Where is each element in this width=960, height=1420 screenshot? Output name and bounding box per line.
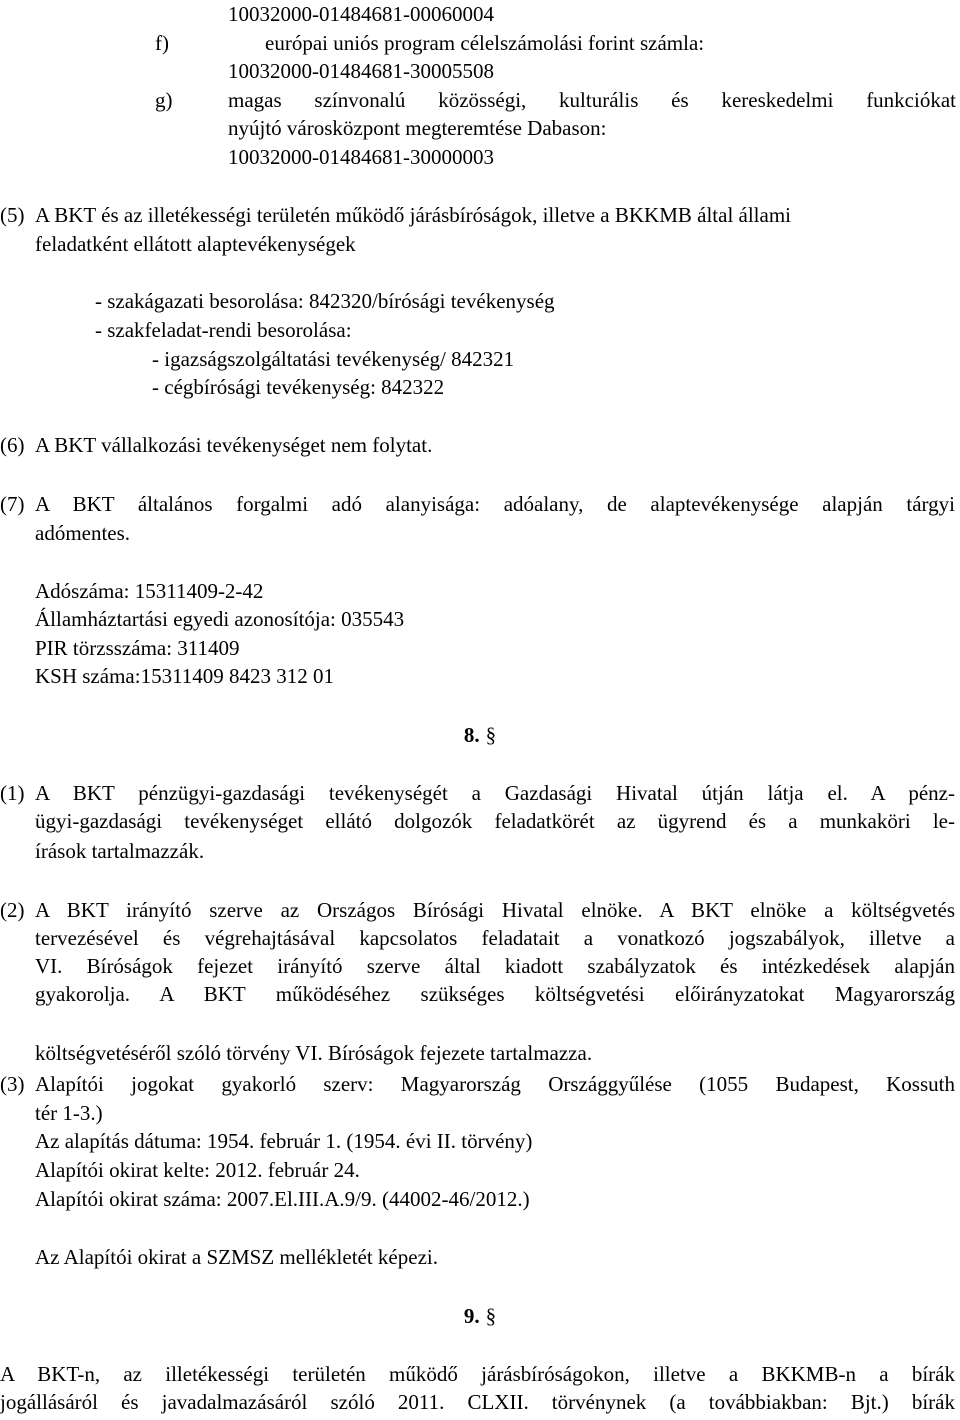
charter-number: Alapítói okirat száma: 2007.El.III.A.9/9. (44002-46/2012.)	[35, 1187, 530, 1211]
bullet-szakfeladat: - szakfeladat-rendi besorolása:	[95, 318, 352, 342]
tax-number: Adószáma: 15311409-2-42	[35, 579, 264, 603]
s9-paragraph-block	[0, 1360, 955, 1416]
list-item-g-line1: magas színvonalú közösségi, kulturális és kereskedelmi funkciókat	[228, 88, 956, 112]
list-item-f-text: európai uniós program célelszámolási forint számla:	[265, 31, 705, 55]
s8-paragraph-2-line4: gyakorolja. A BKT működéséhez szükséges költségvetési előirányzatokat Magyarország	[35, 982, 955, 1006]
bullet-igazsagszolgaltatasi: - igazságszolgáltatási tevékenység/ 842321	[152, 347, 515, 371]
ksh-number: KSH száma:15311409 8423 312 01	[35, 664, 335, 688]
paragraph-7-line2: adómentes.	[35, 521, 131, 545]
aht-identifier: Államháztartási egyedi azonosítója: 035543	[35, 607, 405, 631]
charter-annex-note: Az Alapítói okirat a SZMSZ mellékletét képezi.	[35, 1245, 438, 1269]
account-g-number: 10032000-01484681-30000003	[228, 145, 494, 169]
s8-paragraph-2-number: (2)	[0, 898, 25, 922]
founding-date: Az alapítás dátuma: 1954. február 1. (1954. évi II. törvény)	[35, 1129, 533, 1153]
s8-paragraph-1-number: (1)	[0, 781, 25, 805]
section-9-number: 9.	[463, 1304, 480, 1328]
charter-date: Alapítói okirat kelte: 2012. február 24.	[35, 1158, 360, 1182]
list-item-g-line2: nyújtó városközpont megteremtése Dabason:	[228, 116, 607, 140]
account-f-number: 10032000-01484681-30005508	[228, 59, 494, 83]
section-symbol: §	[485, 723, 497, 747]
s8-paragraph-2-line1: A BKT irányító szerve az Országos Bírósági Hivatal elnöke. A BKT elnöke a költségvetés	[35, 898, 955, 922]
s8-paragraph-1-line3: írások tartalmazzák.	[35, 839, 205, 863]
list-label-f: f)	[155, 31, 169, 55]
account-e-number: 10032000-01484681-00060004	[228, 2, 494, 26]
s8-paragraph-3-block	[35, 1070, 955, 1098]
section-9-heading	[0, 1302, 960, 1330]
section-8-heading	[0, 721, 960, 749]
s8-paragraph-3-line2: tér 1-3.)	[35, 1101, 103, 1125]
s9-paragraph-line1: A BKT-n, az illetékességi területén működő járásbíróságokon, illetve a BKKMB-n a bírák	[0, 1362, 955, 1386]
paragraph-7-number: (7)	[0, 492, 25, 516]
paragraph-5-number: (5)	[0, 203, 25, 227]
section-symbol: §	[485, 1304, 497, 1328]
s8-paragraph-2-line3: VI. Bíróságok fejezet irányító szerve által kiadott szabályzatok és intézkedések alapján	[35, 954, 955, 978]
s8-paragraph-3-line1: Alapítói jogokat gyakorló szerv: Magyarország Országgyűlése (1055 Budapest, Kossuth	[35, 1072, 955, 1096]
paragraph-6-number: (6)	[0, 433, 25, 457]
list-item-g-block	[228, 86, 956, 114]
s9-paragraph-line2: jogállásáról és javadalmazásáról szóló 2011. CLXII. törvénynek (a továbbiakban: Bjt.) bírák	[0, 1390, 955, 1414]
section-8-number: 8.	[463, 723, 480, 747]
list-label-g: g)	[155, 88, 173, 112]
paragraph-7-line1: A BKT általános forgalmi adó alanyisága: adóalany, de alaptevékenysége alapján tárgyi	[35, 492, 955, 516]
pir-number: PIR törzsszáma: 311409	[35, 636, 240, 660]
paragraph-5-line1: A BKT és az illetékességi területén működő járásbíróságok, illetve a BKKMB által állami	[35, 203, 792, 227]
s8-paragraph-1-line2: ügyi-gazdasági tevékenységet ellátó dolgozók feladatkörét az ügyrend és a munkaköri le-	[35, 809, 955, 833]
s8-paragraph-2-block	[35, 896, 955, 1008]
s8-paragraph-1-line1: A BKT pénzügyi-gazdasági tevékenységét a Gazdasági Hivatal útján látja el. A pénz-	[35, 781, 955, 805]
paragraph-6-text: A BKT vállalkozási tevékenységet nem folytat.	[35, 433, 433, 457]
s8-paragraph-3-number: (3)	[0, 1072, 25, 1096]
paragraph-7-block	[35, 490, 955, 518]
s8-paragraph-2-line5: költségvetéséről szóló törvény VI. Bíróságok fejezete tartalmazza.	[35, 1041, 593, 1065]
bullet-szakagazati: - szakágazati besorolása: 842320/bírósági tevékenység	[95, 289, 555, 313]
paragraph-5-line2: feladatként ellátott alaptevékenységek	[35, 232, 356, 256]
s8-paragraph-2-line2: tervezésével és végrehajtásával kapcsolatos feladatait a vonatkozó jogszabályok, illetve a	[35, 926, 955, 950]
s8-paragraph-1-block	[35, 779, 955, 835]
bullet-cegbirosagi: - cégbírósági tevékenység: 842322	[152, 375, 445, 399]
